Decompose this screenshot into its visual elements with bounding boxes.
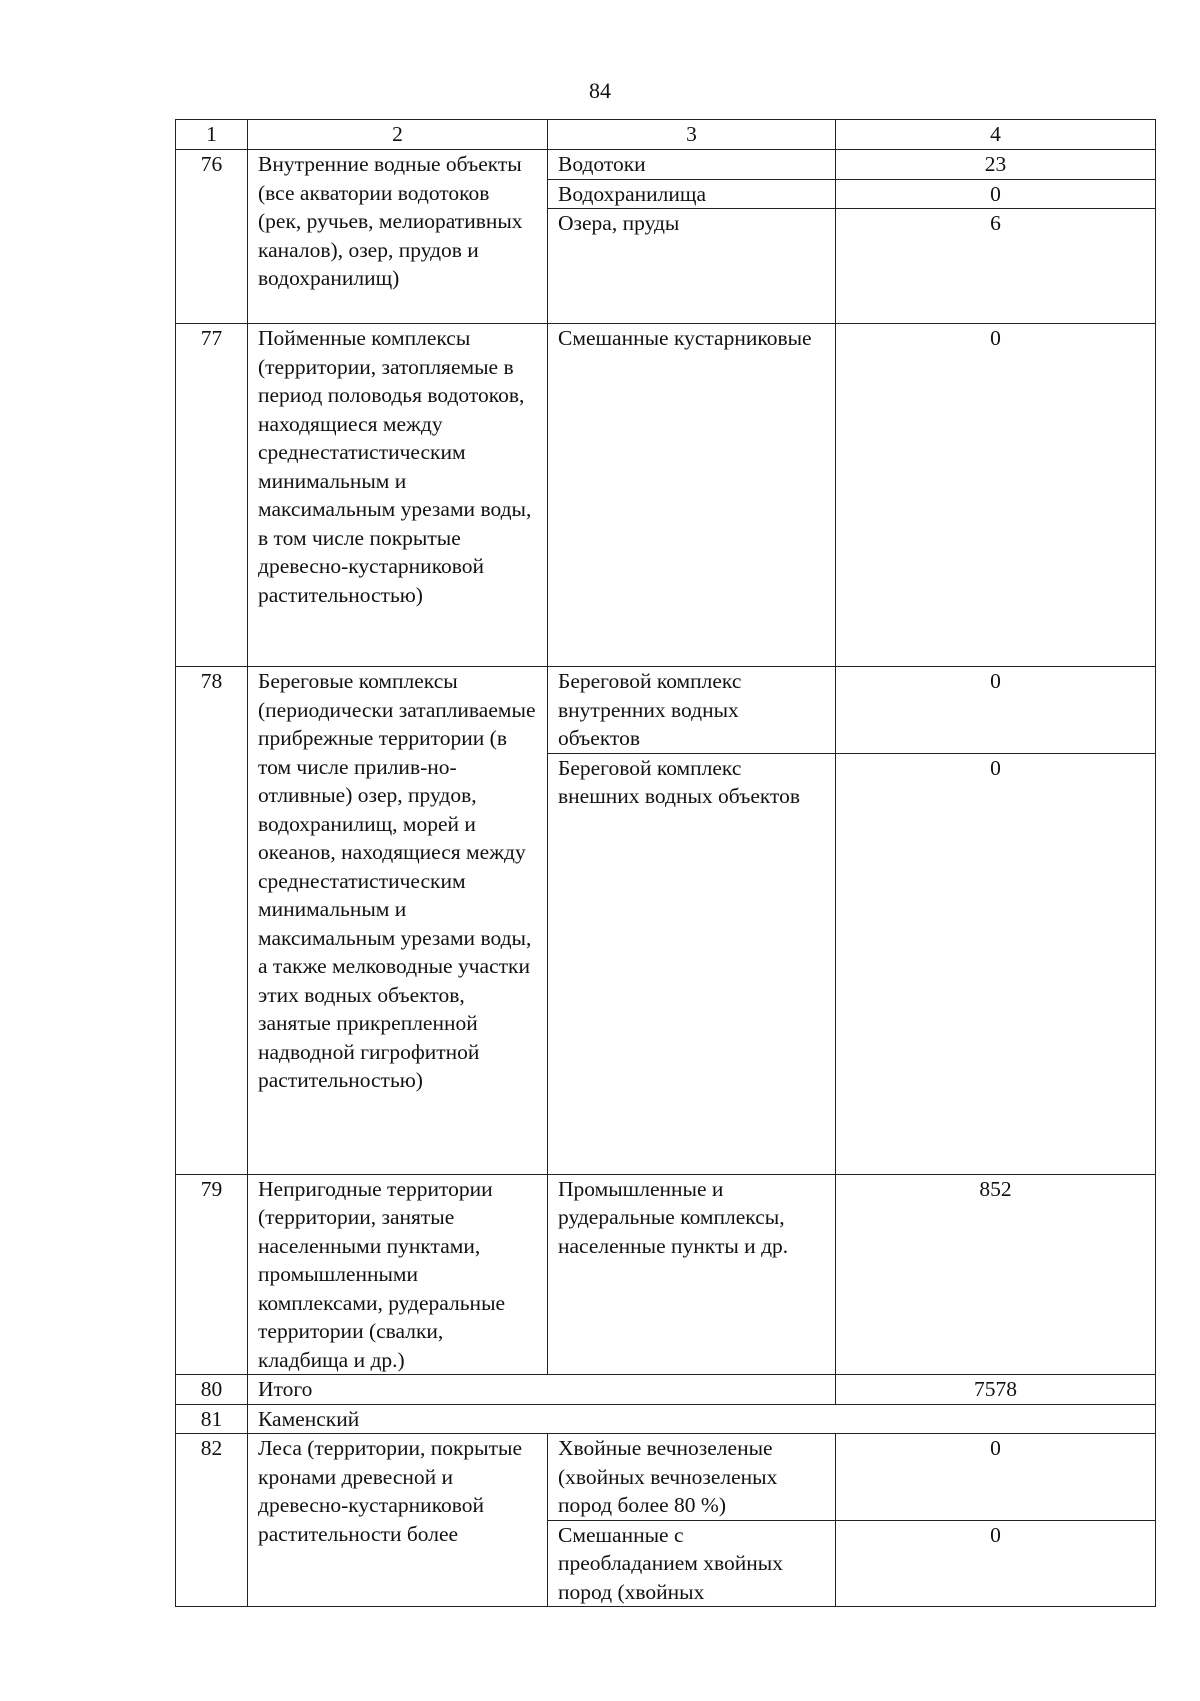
area-value: 0 bbox=[836, 1520, 1156, 1607]
table-row bbox=[176, 150, 1156, 180]
row-number: 82 bbox=[176, 1434, 248, 1607]
header-col-2: 2 bbox=[248, 120, 548, 150]
header-col-4: 4 bbox=[836, 120, 1156, 150]
subtype-label: Смешанные с преобладанием хвойных пород (хвойных bbox=[548, 1520, 836, 1607]
row-number: 76 bbox=[176, 150, 248, 324]
area-value: 0 bbox=[836, 753, 1156, 1174]
subtype-label: Смешанные кустарниковые bbox=[548, 324, 836, 667]
row-number: 81 bbox=[176, 1404, 248, 1434]
subtype-label: Промышленные и рудеральные комплексы, населенные пункты и др. bbox=[548, 1174, 836, 1375]
subtype-label: Водотоки bbox=[548, 150, 836, 180]
table-row bbox=[176, 667, 1156, 754]
subtype-label: Водохранилища bbox=[548, 179, 836, 209]
table-row bbox=[176, 1434, 1156, 1521]
area-value: 0 bbox=[836, 1434, 1156, 1521]
table-header-row bbox=[176, 120, 1156, 150]
area-value: 6 bbox=[836, 209, 1156, 324]
total-label: Итого bbox=[248, 1375, 836, 1405]
table-row bbox=[176, 1404, 1156, 1434]
category-name: Пойменные комплексы (территории, затопляемые в период половодья водотоков, находящиеся между среднестатистическим минимальным и максимальным урезами воды, в том числе покрытые древесно-кустарниковой растительностью) bbox=[248, 324, 548, 667]
category-name: Внутренние водные объекты (все акватории водотоков (рек, ручьев, мелиоративных каналов), озер, прудов и водохранилищ) bbox=[248, 150, 548, 324]
subtype-label: Озера, пруды bbox=[548, 209, 836, 324]
subtype-label: Береговой комплекс внешних водных объектов bbox=[548, 753, 836, 1174]
subtype-label: Хвойные вечнозеленые (хвойных вечнозеленых пород более 80 %) bbox=[548, 1434, 836, 1521]
land-cover-table bbox=[175, 119, 1156, 1607]
subtype-label: Береговой комплекс внутренних водных объектов bbox=[548, 667, 836, 754]
category-name: Береговые комплексы (периодически затапливаемые прибрежные территории (в том числе прилив-но-отливные) озер, прудов, водохранилищ, морей и океанов, находящиеся между среднестатистическим минимальным и максимальным урезами воды, а также мелководные участки этих водных объектов, занятые прикрепленной надводной гигрофитной растительностью) bbox=[248, 667, 548, 1175]
area-value: 0 bbox=[836, 179, 1156, 209]
category-name: Леса (территории, покрытые кронами древесной и древесно-кустарниковой растительности более bbox=[248, 1434, 548, 1607]
header-col-3: 3 bbox=[548, 120, 836, 150]
page-number: 84 bbox=[589, 78, 611, 103]
row-number: 79 bbox=[176, 1174, 248, 1375]
row-number: 78 bbox=[176, 667, 248, 1175]
header-col-1: 1 bbox=[176, 120, 248, 150]
table-row bbox=[176, 324, 1156, 667]
area-value: 0 bbox=[836, 667, 1156, 754]
area-value: 23 bbox=[836, 150, 1156, 180]
table-row bbox=[176, 1174, 1156, 1375]
row-number: 80 bbox=[176, 1375, 248, 1405]
area-value: 0 bbox=[836, 324, 1156, 667]
total-value: 7578 bbox=[836, 1375, 1156, 1405]
district-name: Каменский bbox=[248, 1404, 1156, 1434]
area-value: 852 bbox=[836, 1174, 1156, 1375]
table-row bbox=[176, 1375, 1156, 1405]
row-number: 77 bbox=[176, 324, 248, 667]
category-name: Непригодные территории (территории, занятые населенными пунктами, промышленными комплексами, рудеральные территории (свалки, кладбища и др.) bbox=[248, 1174, 548, 1375]
